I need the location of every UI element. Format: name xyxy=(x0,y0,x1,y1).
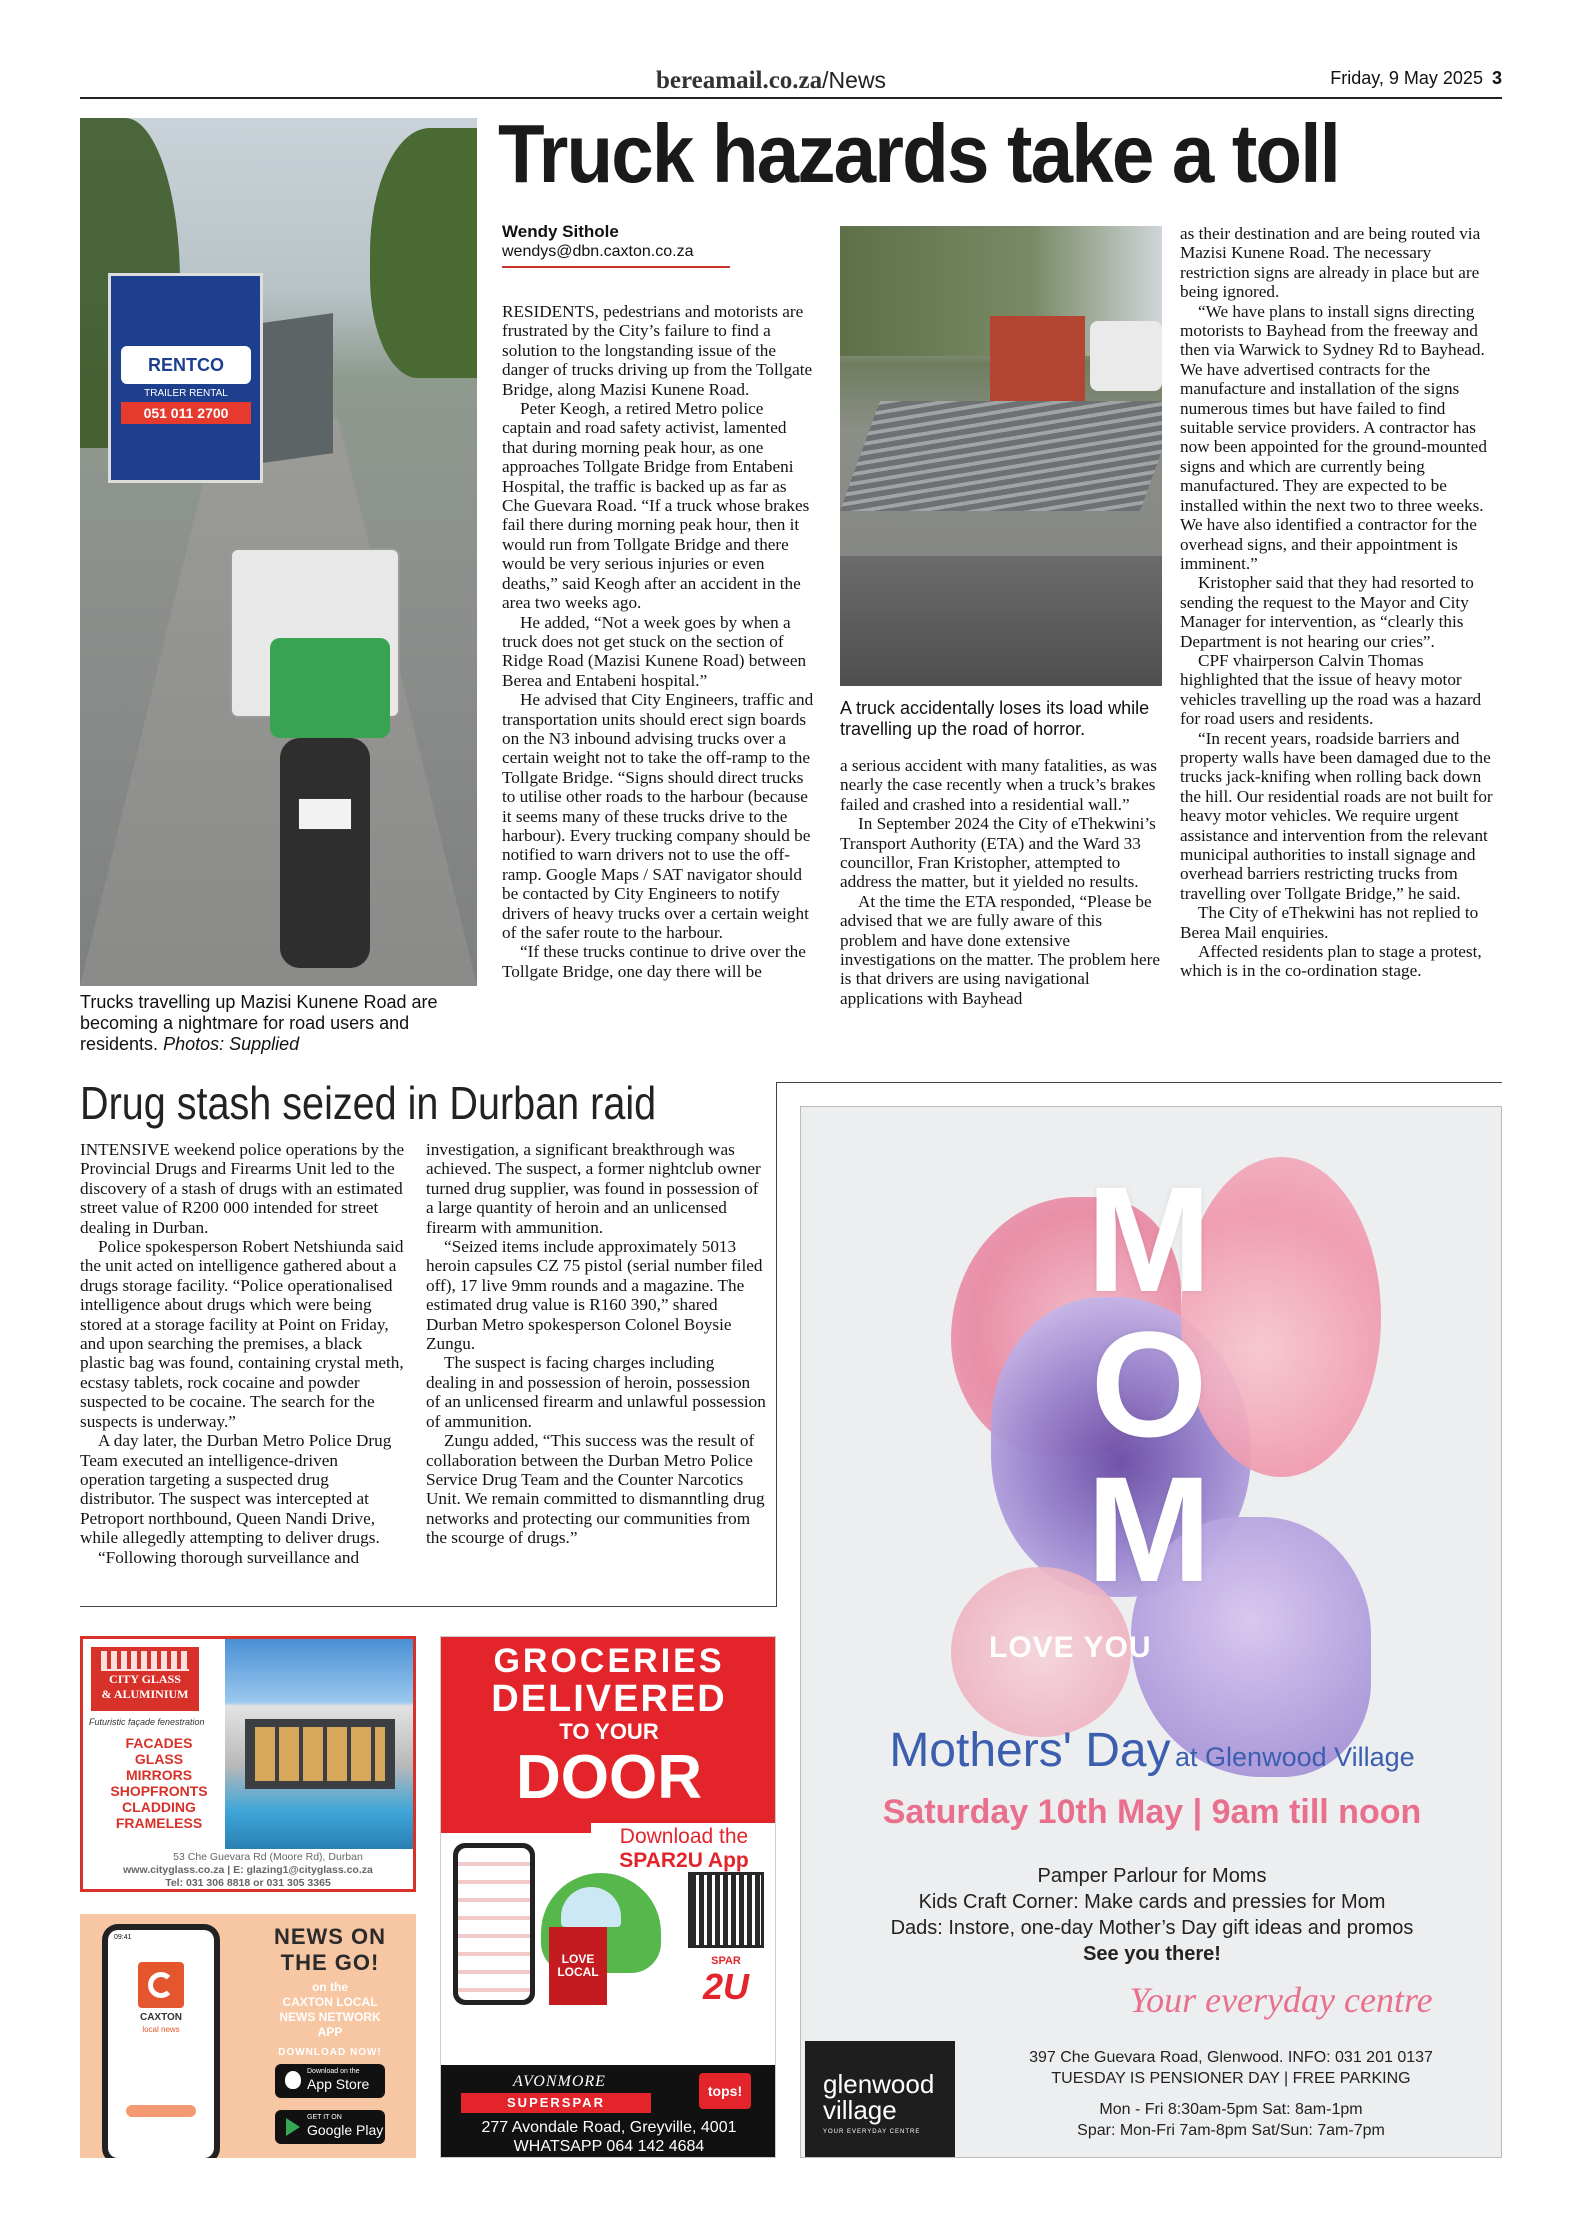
tops-logo: tops! xyxy=(699,2073,751,2109)
event-item: Kids Craft Corner: Make cards and pressies for Mom xyxy=(918,1891,1386,1913)
phone-logo-text: CAXTON xyxy=(139,2012,183,2023)
caxton-sub-2: CAXTON LOCAL xyxy=(282,1995,378,2009)
scooter xyxy=(280,738,370,968)
lead-col2-p1: a serious accident with many fatalities, as was nearly the case recently when a truck’s brakes failed and crashed into a residential wall.” xyxy=(840,756,1157,814)
mothers-day-title xyxy=(801,1723,1502,1778)
spar-address: 277 Avondale Road, Greyville, 4001 xyxy=(481,2119,737,2136)
drug-col2-p2: “Seized items include approximately 5013 heroin capsules CZ 75 pistol (serial number filed off), 17 live 9mm rounds and a magazine. The estimated drug value is R160 390,” shared Durban Metro spokesperson Colonel Boysie Zungu. xyxy=(426,1237,763,1354)
cityglass-services xyxy=(89,1735,229,1831)
mom-letter: M xyxy=(1086,1155,1212,1323)
appstore-small: Download on the xyxy=(307,2068,360,2075)
drug-headline: Drug stash seized in Durban raid xyxy=(80,1077,657,1129)
truck-sign-phone: 051 011 2700 xyxy=(121,402,251,424)
caxton-logo-icon xyxy=(138,1962,184,2008)
truck-cab xyxy=(263,313,333,463)
cityglass-brand-1: CITY GLASS xyxy=(109,1672,181,1686)
spar-phone xyxy=(453,1843,535,2005)
drug-col2-p3: The suspect is facing charges including dealing in and possession of heroin, possession of an unlicensed firearm and unlawful possession of ammunition. xyxy=(426,1353,766,1431)
appstore-big: App Store xyxy=(307,2076,370,2092)
qr-code-icon xyxy=(691,1875,761,1945)
truck-sign-brand: RENTCO xyxy=(121,346,251,384)
story-box-line xyxy=(776,1082,1502,1083)
phone-logo-sub: local news xyxy=(142,2025,180,2034)
trees-right xyxy=(370,128,477,378)
byline-rule xyxy=(502,266,730,268)
drug-col1-p2: Police spokesperson Robert Netshiunda said the unit acted on intelligence gathered about a drugs storage facility. “Police operationalised intelligence about drugs which were being stored at a storage facility at Point on Friday, and upon searching the premises, a black plastic bag was found, containing crystal meth, ecstasy tablets, rock cocaine and powder suspected to be cocaine. The search for the suspects is underway.” xyxy=(80,1237,404,1431)
byline xyxy=(502,222,730,268)
spar-line-1: GROCERIES xyxy=(493,1642,725,1680)
spar-download-1: Download the xyxy=(619,1825,749,1848)
lead-col-1 xyxy=(502,302,814,1050)
title-main: Mothers' Day xyxy=(889,1724,1171,1777)
glenwood-contact xyxy=(959,2047,1502,2141)
spar2u-logo xyxy=(691,1955,761,2013)
caxton-title-1: NEWS ON xyxy=(273,1924,387,1949)
service-item: GLASS xyxy=(134,1751,184,1767)
cityglass-ad[interactable] xyxy=(80,1636,416,1892)
logo-line-2: village xyxy=(823,2095,897,2125)
spar-ad[interactable] xyxy=(440,1636,776,2158)
lead-col-2 xyxy=(840,756,1162,1050)
apple-icon xyxy=(285,2071,301,2089)
gplay-small: GET IT ON xyxy=(307,2114,342,2121)
glenwood-address: 397 Che Guevara Road, Glenwood. INFO: 031 201 0137 xyxy=(1029,2049,1433,2066)
photo-credit: Photos: Supplied xyxy=(163,1034,300,1054)
spar2u-bottom: 2U xyxy=(702,1966,750,2007)
drug-col2-p1: investigation, a significant breakthrough was achieved. The suspect, a former nightclub owner turned drug supplier, was found in possession of a large quantity of heroin and an unlicensed firearm with ammunition. xyxy=(426,1140,761,1237)
drug-col1-p1: INTENSIVE weekend police operations by the Provincial Drugs and Firearms Unit led to the discovery of a stash of drugs with an estimated street value of R200 000 intended for street dealing in Durban. xyxy=(80,1140,405,1237)
lead-col2-p3: At the time the ETA responded, “Please be advised that we are fully aware of this problem and have done extensive investigations on the matter. The problem here is that drivers are using navigational applications with Bayhead xyxy=(840,891,1160,1008)
lead-col1-p3: He added, “Not a week goes by when a truck does not get stuck on the section of Ridge Road (Mazisi Kunene Road) between Berea and Entabeni hospital.” xyxy=(502,612,807,690)
page-header xyxy=(80,66,1502,94)
hours-2: Spar: Mon-Fri 7am-8pm Sat/Sun: 7am-7pm xyxy=(1077,2122,1385,2139)
lead-col3-p3: Kristopher said that they had resorted to sending the request to the Mayor and City Manager for intervention, as “clearly this Department is not hearing our cries”. xyxy=(1180,573,1474,651)
white-car xyxy=(1090,321,1162,391)
drug-col1-p3: A day later, the Durban Metro Police Drug Team executed an intelligence-driven operation targeting a suspected drug distributor. The suspect was intercepted at Petroport northbound, Queen Nandi Drive, while allegedly attempting to deliver drugs. xyxy=(80,1431,392,1548)
title-sub: at Glenwood Village xyxy=(1175,1742,1415,1772)
spar-line-2: DELIVERED xyxy=(491,1678,727,1720)
truck-photo-1 xyxy=(80,118,477,986)
cityglass-logo xyxy=(91,1647,199,1711)
photo1-caption xyxy=(80,992,477,1055)
mom-letter: O xyxy=(1090,1300,1208,1468)
events-list xyxy=(801,1863,1502,1967)
number-plate xyxy=(298,798,352,830)
story-box-bottom xyxy=(80,1606,777,1607)
service-item: FRAMELESS xyxy=(115,1815,203,1831)
mom-letter: M xyxy=(1086,1445,1212,1613)
lead-col2-p2: In September 2024 the City of eThekwini’s Transport Authority (ETA) and the Ward 33 councillor, Fran Kristopher, attempted to address the matter, but it yielded no results. xyxy=(840,814,1156,892)
issue-date: Friday, 9 May 2025 xyxy=(1330,68,1483,88)
hand-phone xyxy=(102,1924,220,2158)
cityglass-house-photo xyxy=(225,1639,416,1849)
event-date: Saturday 10th May | 9am till noon xyxy=(882,1793,1422,1831)
scooter-box xyxy=(270,638,390,738)
lead-col3-p4: CPF vhairperson Calvin Thomas highlighted that the issue of heavy motor vehicles travelling up the road was a hazard for road users and residents. xyxy=(1180,650,1482,729)
spar-line-3: TO YOUR xyxy=(559,1719,659,1744)
event-item: Dads: Instore, one-day Mother’s Day gift ideas and promos xyxy=(890,1917,1414,1939)
lead-col3-p1: as their destination and are being routed via Mazisi Kunene Road. The necessary restriction signs are already in place but are being ignored. xyxy=(1180,224,1481,302)
lead-col1-p5: “If these trucks continue to drive over the Tollgate Bridge, one day there will be xyxy=(502,942,806,981)
google-play-button[interactable] xyxy=(275,2110,385,2144)
lead-col-3 xyxy=(1180,224,1502,1050)
fallen-load xyxy=(840,401,1162,511)
app-store-button[interactable] xyxy=(275,2064,385,2098)
truck-trailer xyxy=(108,273,263,483)
lead-headline: Truck hazards take a toll xyxy=(498,107,1339,200)
service-item: CLADDING xyxy=(122,1799,196,1815)
lead-col3-p6: The City of eThekwini has not replied to Berea Mail enquiries. xyxy=(1180,903,1479,942)
drug-col2-p4: Zungu added, “This success was the result of collaboration between the Durban Metro Police Service Drug Team and the Counter Narcotics Unit. We remain committed to dismanntling drug networks and protecting our communities from the scourge of drugs.” xyxy=(426,1431,765,1548)
header-rule xyxy=(80,97,1502,99)
page-number: 3 xyxy=(1491,68,1502,88)
service-item: SHOPFRONTS xyxy=(110,1783,208,1799)
love-you-text: LOVE YOU xyxy=(989,1631,1152,1664)
lead-col1-p4: He advised that City Engineers, traffic and transportation units should erect sign boards on the N3 inbound advising trucks over a certain weight not to take the off-ramp to the Tollgate Bridge. “Signs should direct trucks to utilise other roads to the harbour (because it seems many of these trucks drive to the harbour). Every trucking company should be notified to warn drivers not to use the off-ramp. Google Maps / SAT navigator should be contacted by City Engineers to notify drivers of heavy trucks over a certain weight of the safer route to the harbour. xyxy=(502,690,814,942)
cityglass-address: 53 Che Guevara Rd (Moore Rd), Durban xyxy=(173,1851,363,1863)
truck-sign-line: TRAILER RENTAL xyxy=(144,388,228,399)
event-item: Pamper Parlour for Moms xyxy=(1037,1865,1267,1887)
spar-download-2: SPAR2U App xyxy=(619,1849,749,1872)
lead-col1-p2: Peter Keogh, a retired Metro police captain and road safety activist, lamented that during morning peak hour, as one approaches Tollgate Bridge from Entabeni Hospital, the traffic is backed up as far as Che Guevara Road. “If a truck whose brakes fail there during morning peak hour, then it would run from Tollgate Bridge and there would be very serious injuries or even deaths,” said Keogh after an accident in the area two weeks ago. xyxy=(502,399,810,613)
glenwood-logo xyxy=(805,2041,955,2157)
photo2-caption: A truck accidentally loses its load while travelling up the road of horror. xyxy=(840,698,1150,739)
lead-col3-p5: “In recent years, roadside barriers and property walls have been damaged due to the trucks jack-knifing when rolling back down the hill. Our residential roads are not built for heavy motor vehicles. We require urgent assistance and intervention from the relevant municipal authorities to install signage and overhead barriers restricting trucks from travelling over Tollgate Bridge,” he said. xyxy=(1180,728,1493,903)
spar-line-4: DOOR xyxy=(516,1743,702,1812)
spar-bag: LOVE LOCAL xyxy=(549,1927,607,2005)
phone-time: 09:41 xyxy=(114,1934,132,1941)
caxton-title-2: THE GO! xyxy=(280,1950,380,1975)
logo-small: YOUR EVERYDAY CENTRE xyxy=(823,2129,921,2135)
cityglass-web: www.cityglass.co.za | E: glazing1@cityglass.co.za xyxy=(123,1864,373,1876)
dashboard xyxy=(840,556,1162,686)
lead-col3-p7: Affected residents plan to stage a protest, which is in the co-ordination stage. xyxy=(1180,942,1482,981)
cityglass-brand-2: & ALUMINIUM xyxy=(101,1687,189,1701)
superspar-logo: SUPERSPAR xyxy=(461,2093,651,2113)
story-box-vline xyxy=(776,1082,777,1606)
spar2u-top: SPAR xyxy=(711,1955,741,1967)
spar-headline-block xyxy=(441,1637,776,1833)
spar-download xyxy=(591,1823,776,1873)
mom-letters xyxy=(1069,1155,1229,1613)
logo-line-1: glenwood xyxy=(823,2069,935,2099)
drug-col1-p4: “Following thorough surveillance and xyxy=(98,1547,360,1567)
byline-email: wendys@dbn.caxton.co.za xyxy=(502,243,694,260)
play-icon xyxy=(286,2118,300,2136)
byline-name: Wendy Sithole xyxy=(502,222,619,241)
service-item: FACADES xyxy=(125,1735,193,1751)
lead-col1-p1: RESIDENTS, pedestrians and motorists are frustrated by the City’s failure to find a solution to the longstanding issue of the danger of trucks driving up from the Tollgate Bridge, along Mazisi Kunene Road. xyxy=(502,302,813,399)
hours-1: Mon - Fri 8:30am-5pm Sat: 8am-1pm xyxy=(1099,2101,1363,2118)
see-you-text: See you there! xyxy=(1083,1943,1221,1965)
caxton-sub-3: NEWS NETWORK xyxy=(279,2010,381,2024)
glenwood-ad[interactable] xyxy=(800,1106,1502,2158)
caxton-download: DOWNLOAD NOW! xyxy=(278,2047,382,2058)
site-name: bereamail.co.za xyxy=(656,67,823,94)
photo1-caption-text: Trucks travelling up Mazisi Kunene Road are becoming a nightmare for road users and residents. xyxy=(80,992,438,1054)
service-item: MIRRORS xyxy=(125,1767,193,1783)
caxton-sub-1: on the xyxy=(312,1980,348,1994)
caxton-sub-4: APP xyxy=(317,2025,343,2039)
drug-col-2 xyxy=(426,1140,766,1600)
truck-photo-2 xyxy=(840,226,1162,686)
pensioner-day: TUESDAY IS PENSIONER DAY | FREE PARKING xyxy=(1051,2070,1411,2087)
section-name: /News xyxy=(822,67,887,93)
caxton-app-copy xyxy=(250,1924,410,2060)
phone-button xyxy=(126,2105,196,2117)
gplay-big: Google Play xyxy=(307,2122,384,2138)
cityglass-tel: Tel: 031 306 8818 or 031 305 3365 xyxy=(165,1877,331,1889)
skyline-icon xyxy=(101,1651,189,1671)
spar-store-banner xyxy=(441,2065,776,2158)
lead-col3-p2: “We have plans to install signs directing motorists to Bayhead from the freeway and then via Warwick to Sydney Rd to Bayhead. We have advertised contracts for the manufacture and installation of the signs numerous times but have failed to find suitable service providers. A contractor has now been appointed for the ground-mounted signs and which are currently being manufactured. They are expected to be installed within the next two to three weeks. We have also identified a contractor for the overhead signs, and their appointment is imminent.” xyxy=(1180,301,1487,573)
store-script: AVONMORE xyxy=(513,2073,606,2090)
drug-col-1 xyxy=(80,1140,406,1600)
everyday-centre-script: Your everyday centre xyxy=(1129,1980,1433,2020)
caxton-app-ad[interactable] xyxy=(80,1914,416,2158)
spar-whatsapp: WHATSAPP 064 142 4684 xyxy=(513,2138,705,2155)
cityglass-contact xyxy=(83,1851,413,1890)
cityglass-tagline: Futuristic façade fenestration xyxy=(89,1717,205,1727)
